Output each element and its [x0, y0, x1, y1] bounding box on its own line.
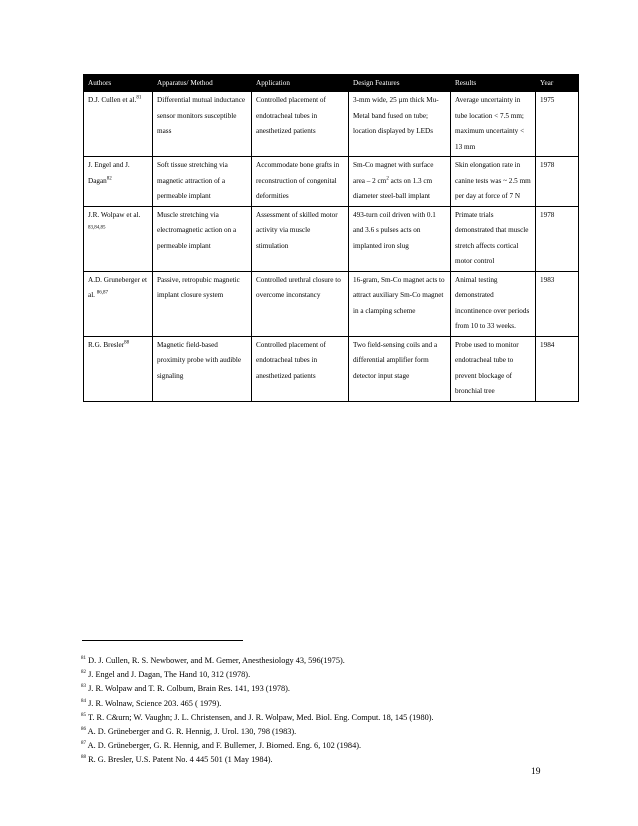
cell-author	[84, 271, 153, 336]
cell-application: Controlled placement of endotracheal tubes in anesthetized patients	[252, 336, 349, 401]
table-row	[84, 206, 579, 271]
footnote-number: 86	[81, 727, 86, 733]
author-name: D.J. Cullen et al.	[88, 96, 137, 104]
cell-method: Muscle stretching via electromagnetic action on a permeable implant	[153, 206, 252, 271]
footnote	[81, 668, 581, 682]
design-text: 3-mm wide, 25 µm thick Mu-Metal band fused on tube; location displayed by LEDs	[353, 96, 439, 135]
footnote-number: 83	[81, 684, 86, 690]
footnote	[81, 711, 581, 725]
cell-design	[349, 271, 451, 336]
footnote-text: D. J. Cullen, R. S. Newbower, and M. Gemer, Anesthesiology 43, 596(1975).	[88, 656, 345, 665]
header-method: Apparatus/ Method	[153, 75, 252, 92]
cell-year: 1984	[536, 336, 579, 401]
cell-results: Average uncertainty in tube location < 7.5 mm; maximum uncertainty < 13 mm	[451, 92, 536, 157]
cell-results: Probe used to monitor endotracheal tube to prevent blockage of bronchial tree	[451, 336, 536, 401]
author-name: J.R. Wolpaw et al.	[88, 210, 141, 219]
table-row	[84, 157, 579, 207]
citation-ref: 82	[106, 176, 112, 182]
cell-application: Assessment of skilled motor activity via muscle stimulation	[252, 206, 349, 271]
footnote-number: 87	[81, 741, 86, 747]
footnote-text: J. R. Wolpaw and T. R. Colbum, Brain Res. 141, 193 (1978).	[88, 684, 290, 694]
author-name: R.G. Bresler	[88, 340, 125, 349]
header-year: Year	[536, 75, 579, 92]
cell-year: 1983	[536, 271, 579, 336]
author-name: J. Engel and J. Dagan	[88, 161, 130, 185]
cell-application: Controlled placement of endotracheal tubes in anesthetized patients	[252, 92, 349, 157]
footnote-text: A. D. Grüneberger, G. R. Hennig, and F. Bullemer, J. Biomed. Eng. 6, 102 (1984).	[87, 741, 362, 751]
citation-ref: 83,84,85	[88, 225, 106, 231]
cell-design	[349, 92, 451, 157]
cell-author	[84, 92, 153, 157]
literature-table	[83, 74, 579, 402]
footnote-number: 88	[81, 755, 86, 761]
design-text: 493-turn coil driven with 0.1 and 3.6 s pulses acts on implanted iron slug	[353, 210, 436, 250]
footnote-text: T. R. C&urn; W. Vaughn; J. L. Christensen, and J. R. Wolpaw, Med. Biol. Eng. Comput. 18, 145 (1980).	[87, 712, 434, 722]
citation-ref: 81	[136, 95, 142, 101]
table-row	[84, 271, 579, 336]
cell-author	[84, 157, 153, 207]
cell-results: Animal testing demonstrated incontinence over periods from 10 to 33 weeks.	[451, 271, 536, 336]
design-text-cont: acts on 1.3 cm diameter steel-ball implant	[353, 176, 433, 200]
cell-author	[84, 336, 153, 401]
design-superscript: 2	[386, 176, 389, 182]
footnote-separator	[82, 640, 243, 641]
footnote-number: 82	[81, 670, 86, 676]
footnote-number: 81	[81, 656, 86, 662]
design-text: 16-gram, Sm-Co magnet acts to attract auxiliary Sm-Co magnet in a clamping scheme	[353, 275, 445, 315]
cell-method: Soft tissue stretching via magnetic attraction of a permeable implant	[153, 157, 252, 207]
footnote	[81, 739, 581, 753]
cell-year: 1975	[536, 92, 579, 157]
citation-ref: 88	[124, 340, 130, 346]
cell-design	[349, 157, 451, 207]
cell-method: Differential mutual inductance sensor monitors susceptible mass	[153, 92, 252, 157]
header-application: Application	[252, 75, 349, 92]
cell-method: Magnetic field-based proximity probe with audible signaling	[153, 336, 252, 401]
footnote	[81, 753, 581, 767]
footnote-text: A. D. Grüneberger and G. R. Hennig, J. Urol. 130, 798 (1983).	[87, 727, 297, 737]
design-text: Sm-Co magnet with surface area – 2 cm	[353, 161, 434, 185]
cell-application: Accommodate bone grafts in reconstruction of congenital deformities	[252, 157, 349, 207]
table-header-row	[84, 75, 579, 92]
footnote-text: J. Engel and J. Dagan, The Hand 10, 312 (1978).	[88, 670, 251, 680]
cell-application: Controlled urethral closure to overcome inconstancy	[252, 271, 349, 336]
header-design-features: Design Features	[349, 75, 451, 92]
cell-design	[349, 336, 451, 401]
footnote-number: 85	[81, 713, 86, 719]
cell-results: Primate trials demonstrated that muscle stretch affects cortical motor control	[451, 206, 536, 271]
cell-year: 1978	[536, 157, 579, 207]
cell-method: Passive, retropubic magnetic implant closure system	[153, 271, 252, 336]
design-text: Two field-sensing coils and a differential amplifier form detector input stage	[353, 340, 438, 380]
citation-ref: 86,87	[96, 290, 109, 296]
header-results: Results	[451, 75, 536, 92]
cell-year: 1978	[536, 206, 579, 271]
table-row	[84, 336, 579, 401]
footnote-text: R. G. Bresler, U.S. Patent No. 4 445 501 (1 May 1984).	[88, 755, 273, 765]
footnote	[81, 697, 581, 711]
author-name: A.D. Gruneberger et al.	[88, 275, 147, 299]
footnotes	[81, 654, 581, 768]
footnote-number: 84	[81, 698, 86, 704]
footnote-text: J. R. Wolnaw, Science 203. 465 ( 1979).	[88, 698, 222, 708]
cell-design	[349, 206, 451, 271]
page-number: 19	[531, 767, 541, 777]
table-row	[84, 92, 579, 157]
footnote	[81, 725, 581, 739]
footnote	[81, 654, 581, 668]
footnote	[81, 682, 581, 696]
header-authors: Authors	[84, 75, 153, 92]
cell-author	[84, 206, 153, 271]
cell-results: Skin elongation rate in canine tests was ~ 2.5 mm per day at force of 7 N	[451, 157, 536, 207]
